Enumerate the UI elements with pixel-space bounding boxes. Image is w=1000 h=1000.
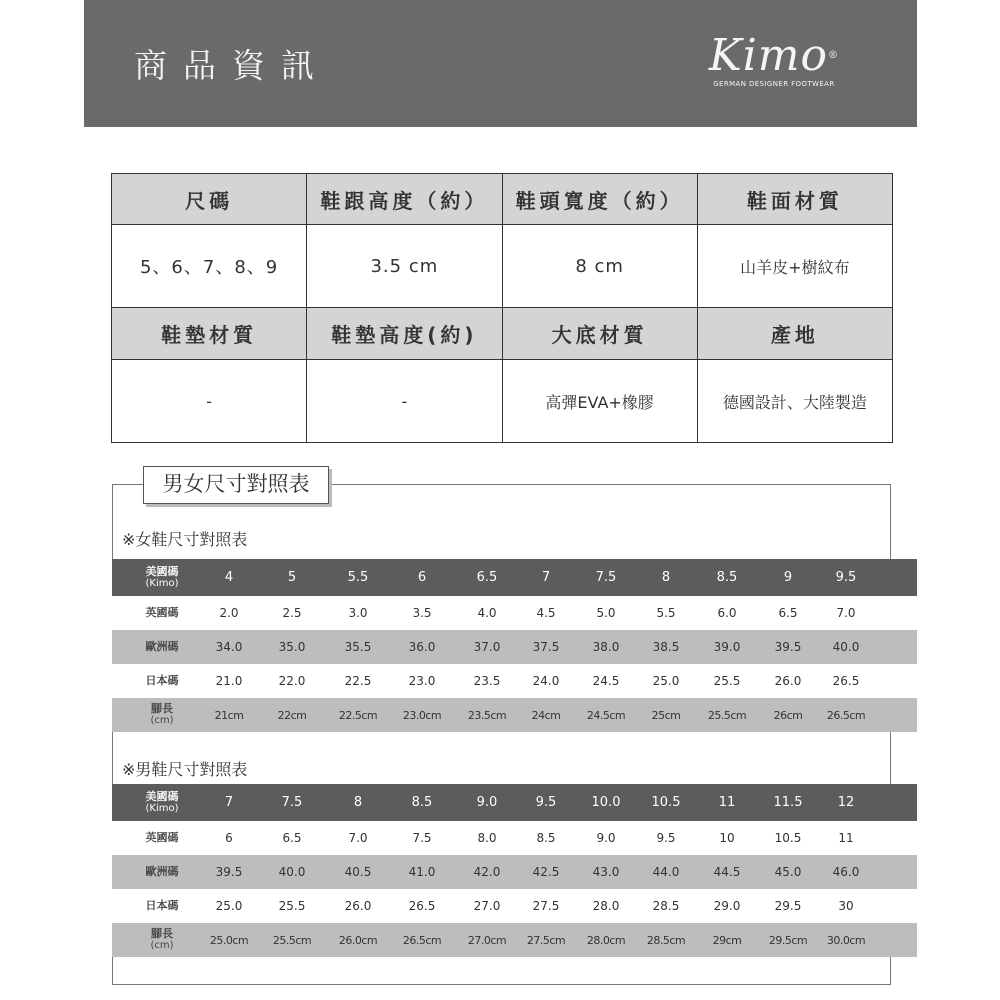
size-cell: 9.5 [535,795,557,810]
size-cell: 27.0cm [467,933,507,947]
size-cell: 25.0cm [209,933,249,947]
size-cell: 22.5 [344,674,372,688]
size-cell: 29.5cm [768,933,808,947]
size-cell: 8.5 [716,570,738,585]
info-header-size: 尺碼 [112,174,307,225]
row-label-text: 英國碼 [145,606,179,619]
size-cell: 44.0 [652,865,680,879]
row-label-unit: (cm) [150,715,174,726]
size-cell: 27.0 [473,899,501,913]
size-cell: 10.0 [591,795,621,810]
size-cell: 25.0 [215,899,243,913]
size-cell: 34.0 [215,640,243,654]
men-size-row [112,889,917,923]
row-label [132,821,192,855]
brand-mark: ® [828,50,839,61]
size-cell: 24.5cm [586,708,626,722]
size-cell: 8 [353,795,363,810]
size-cell: 22.0 [278,674,306,688]
size-cell: 44.5 [713,865,741,879]
size-cell: 3.0 [348,606,368,620]
size-cell: 26cm [773,708,803,722]
row-label [132,664,192,698]
size-cell: 2.0 [219,606,239,620]
size-cell: 36.0 [408,640,436,654]
size-cell: 8.5 [536,831,556,845]
size-cell: 24.5 [592,674,620,688]
size-cell: 29cm [712,933,742,947]
size-cell: 38.0 [592,640,620,654]
row-label-unit: (cm) [150,940,174,951]
size-cell: 6.5 [476,570,498,585]
size-cell: 5 [287,570,297,585]
size-cell: 7.0 [348,831,368,845]
size-cell: 40.5 [344,865,372,879]
size-cell: 11 [718,795,736,810]
size-cell: 21.0 [215,674,243,688]
size-cell: 35.0 [278,640,306,654]
women-size-row [112,559,917,596]
size-cell: 9.0 [596,831,616,845]
size-cell: 23.5cm [467,708,507,722]
brand-logo [708,30,839,88]
size-cell: 7.5 [281,795,303,810]
size-cell: 37.5 [532,640,560,654]
size-cell: 30 [838,899,854,913]
row-label-text: 美國碼 [145,564,179,578]
size-cell: 21cm [214,708,244,722]
size-cell: 43.0 [592,865,620,879]
size-cell: 40.0 [278,865,306,879]
size-cell: 26.5 [408,899,436,913]
size-cell: 11 [838,831,854,845]
size-cell: 7.5 [595,570,617,585]
row-label [132,559,192,596]
size-cell: 42.0 [473,865,501,879]
row-label-text: 歐洲碼 [145,640,179,653]
row-label [132,855,192,889]
size-cell: 42.5 [532,865,560,879]
size-cell: 5.0 [596,606,616,620]
size-chart-title: 男女尺寸對照表 [143,466,329,504]
size-cell: 45.0 [774,865,802,879]
size-cell: 6 [225,831,233,845]
size-cell: 25.5 [278,899,306,913]
info-header-upper-material: 鞋面材質 [697,174,892,225]
size-cell: 8 [661,570,671,585]
size-cell: 24.0 [532,674,560,688]
size-cell: 39.5 [215,865,243,879]
row-label-text: 英國碼 [145,831,179,844]
size-cell: 26.0 [774,674,802,688]
size-cell: 28.5cm [646,933,686,947]
row-label-text: 日本碼 [145,899,179,912]
row-label-unit: (Kimo) [145,802,179,814]
size-cell: 8.5 [411,795,433,810]
size-cell: 9.5 [835,570,857,585]
row-label-text: 美國碼 [145,789,179,803]
row-label [132,923,192,957]
size-cell: 38.5 [652,640,680,654]
size-cell: 9.5 [656,831,676,845]
size-cell: 37.0 [473,640,501,654]
women-size-label: ※女鞋尺寸對照表 [122,530,248,549]
row-label [132,630,192,664]
row-label-text: 歐洲碼 [145,865,179,878]
info-value-heel-height: 3.5 cm [307,225,502,308]
info-header-row [112,307,893,359]
size-cell: 23.0cm [402,708,442,722]
product-info-table [111,173,893,443]
size-cell: 25.5cm [272,933,312,947]
women-size-row [112,664,917,698]
size-cell: 5.5 [347,570,369,585]
info-value-toe-width: 8 cm [502,225,697,308]
size-cell: 9 [783,570,793,585]
women-size-row [112,596,917,630]
row-label [132,784,192,821]
size-cell: 26.0cm [338,933,378,947]
size-cell: 30.0cm [826,933,866,947]
size-cell: 28.0cm [586,933,626,947]
info-header-heel-height: 鞋跟高度（約） [307,174,502,225]
size-cell: 4.5 [536,606,556,620]
info-value-origin: 德國設計、大陸製造 [697,360,892,443]
size-cell: 6.5 [778,606,798,620]
size-cell: 4 [224,570,234,585]
size-cell: 23.5 [473,674,501,688]
info-value-insole-height: - [307,360,502,443]
size-cell: 12 [837,795,855,810]
men-size-row [112,855,917,889]
size-cell: 25.5cm [707,708,747,722]
row-label [132,596,192,630]
size-cell: 6 [417,570,427,585]
size-cell: 28.0 [592,899,620,913]
size-cell: 26.5cm [402,933,442,947]
women-size-row [112,698,917,732]
size-cell: 28.5 [652,899,680,913]
size-cell: 25.5 [713,674,741,688]
size-cell: 39.5 [774,640,802,654]
size-cell: 29.0 [713,899,741,913]
size-cell: 7.5 [412,831,432,845]
brand-tagline: GERMAN DESIGNER FOOTWEAR [713,80,835,88]
size-cell: 6.0 [717,606,737,620]
size-cell: 27.5 [532,899,560,913]
size-cell: 11.5 [773,795,803,810]
size-cell: 6.5 [282,831,302,845]
page-title: 商品資訊 [134,46,330,85]
size-cell: 10 [719,831,735,845]
size-cell: 7.0 [836,606,856,620]
brand-name: Kimo [708,30,828,81]
size-cell: 25.0 [652,674,680,688]
info-value-insole-material: - [112,360,307,443]
header-banner [84,0,917,127]
size-cell: 27.5cm [526,933,566,947]
info-header-insole-height: 鞋墊高度(約) [307,307,502,359]
size-cell: 26.0 [344,899,372,913]
size-cell: 40.0 [832,640,860,654]
row-label [132,698,192,732]
size-cell: 5.5 [656,606,676,620]
info-value-upper-material: 山羊皮+樹紋布 [697,225,892,308]
size-cell: 7 [224,795,234,810]
size-cell: 41.0 [408,865,436,879]
size-cell: 23.0 [408,674,436,688]
row-label-text: 腳長 [151,702,173,715]
info-value-row [112,360,893,443]
men-size-row [112,923,917,957]
size-cell: 22cm [277,708,307,722]
men-size-row [112,821,917,855]
row-label [132,889,192,923]
size-cell: 24cm [531,708,561,722]
size-cell: 29.5 [774,899,802,913]
info-header-origin: 產地 [697,307,892,359]
men-size-table [112,784,917,957]
row-label-unit: (Kimo) [145,577,179,589]
women-size-row [112,630,917,664]
size-cell: 2.5 [282,606,302,620]
men-size-label: ※男鞋尺寸對照表 [122,760,248,779]
women-size-table [112,559,917,732]
size-cell: 46.0 [832,865,860,879]
info-header-outsole-material: 大底材質 [502,307,697,359]
info-value-row [112,225,893,308]
size-cell: 26.5cm [826,708,866,722]
info-value-size: 5、6、7、8、9 [112,225,307,308]
info-header-insole-material: 鞋墊材質 [112,307,307,359]
row-label-text: 日本碼 [145,674,179,687]
size-cell: 8.0 [477,831,497,845]
size-cell: 10.5 [651,795,681,810]
size-cell: 22.5cm [338,708,378,722]
size-cell: 26.5 [832,674,860,688]
size-cell: 39.0 [713,640,741,654]
men-size-row [112,784,917,821]
size-cell: 25cm [651,708,681,722]
size-cell: 35.5 [344,640,372,654]
info-value-outsole-material: 高彈EVA+橡膠 [502,360,697,443]
size-cell: 4.0 [477,606,497,620]
row-label-text: 腳長 [151,927,173,940]
info-header-toe-width: 鞋頭寬度（約） [502,174,697,225]
size-cell: 10.5 [774,831,802,845]
size-cell: 7 [541,570,551,585]
size-cell: 9.0 [476,795,498,810]
info-header-row [112,174,893,225]
size-cell: 3.5 [412,606,432,620]
